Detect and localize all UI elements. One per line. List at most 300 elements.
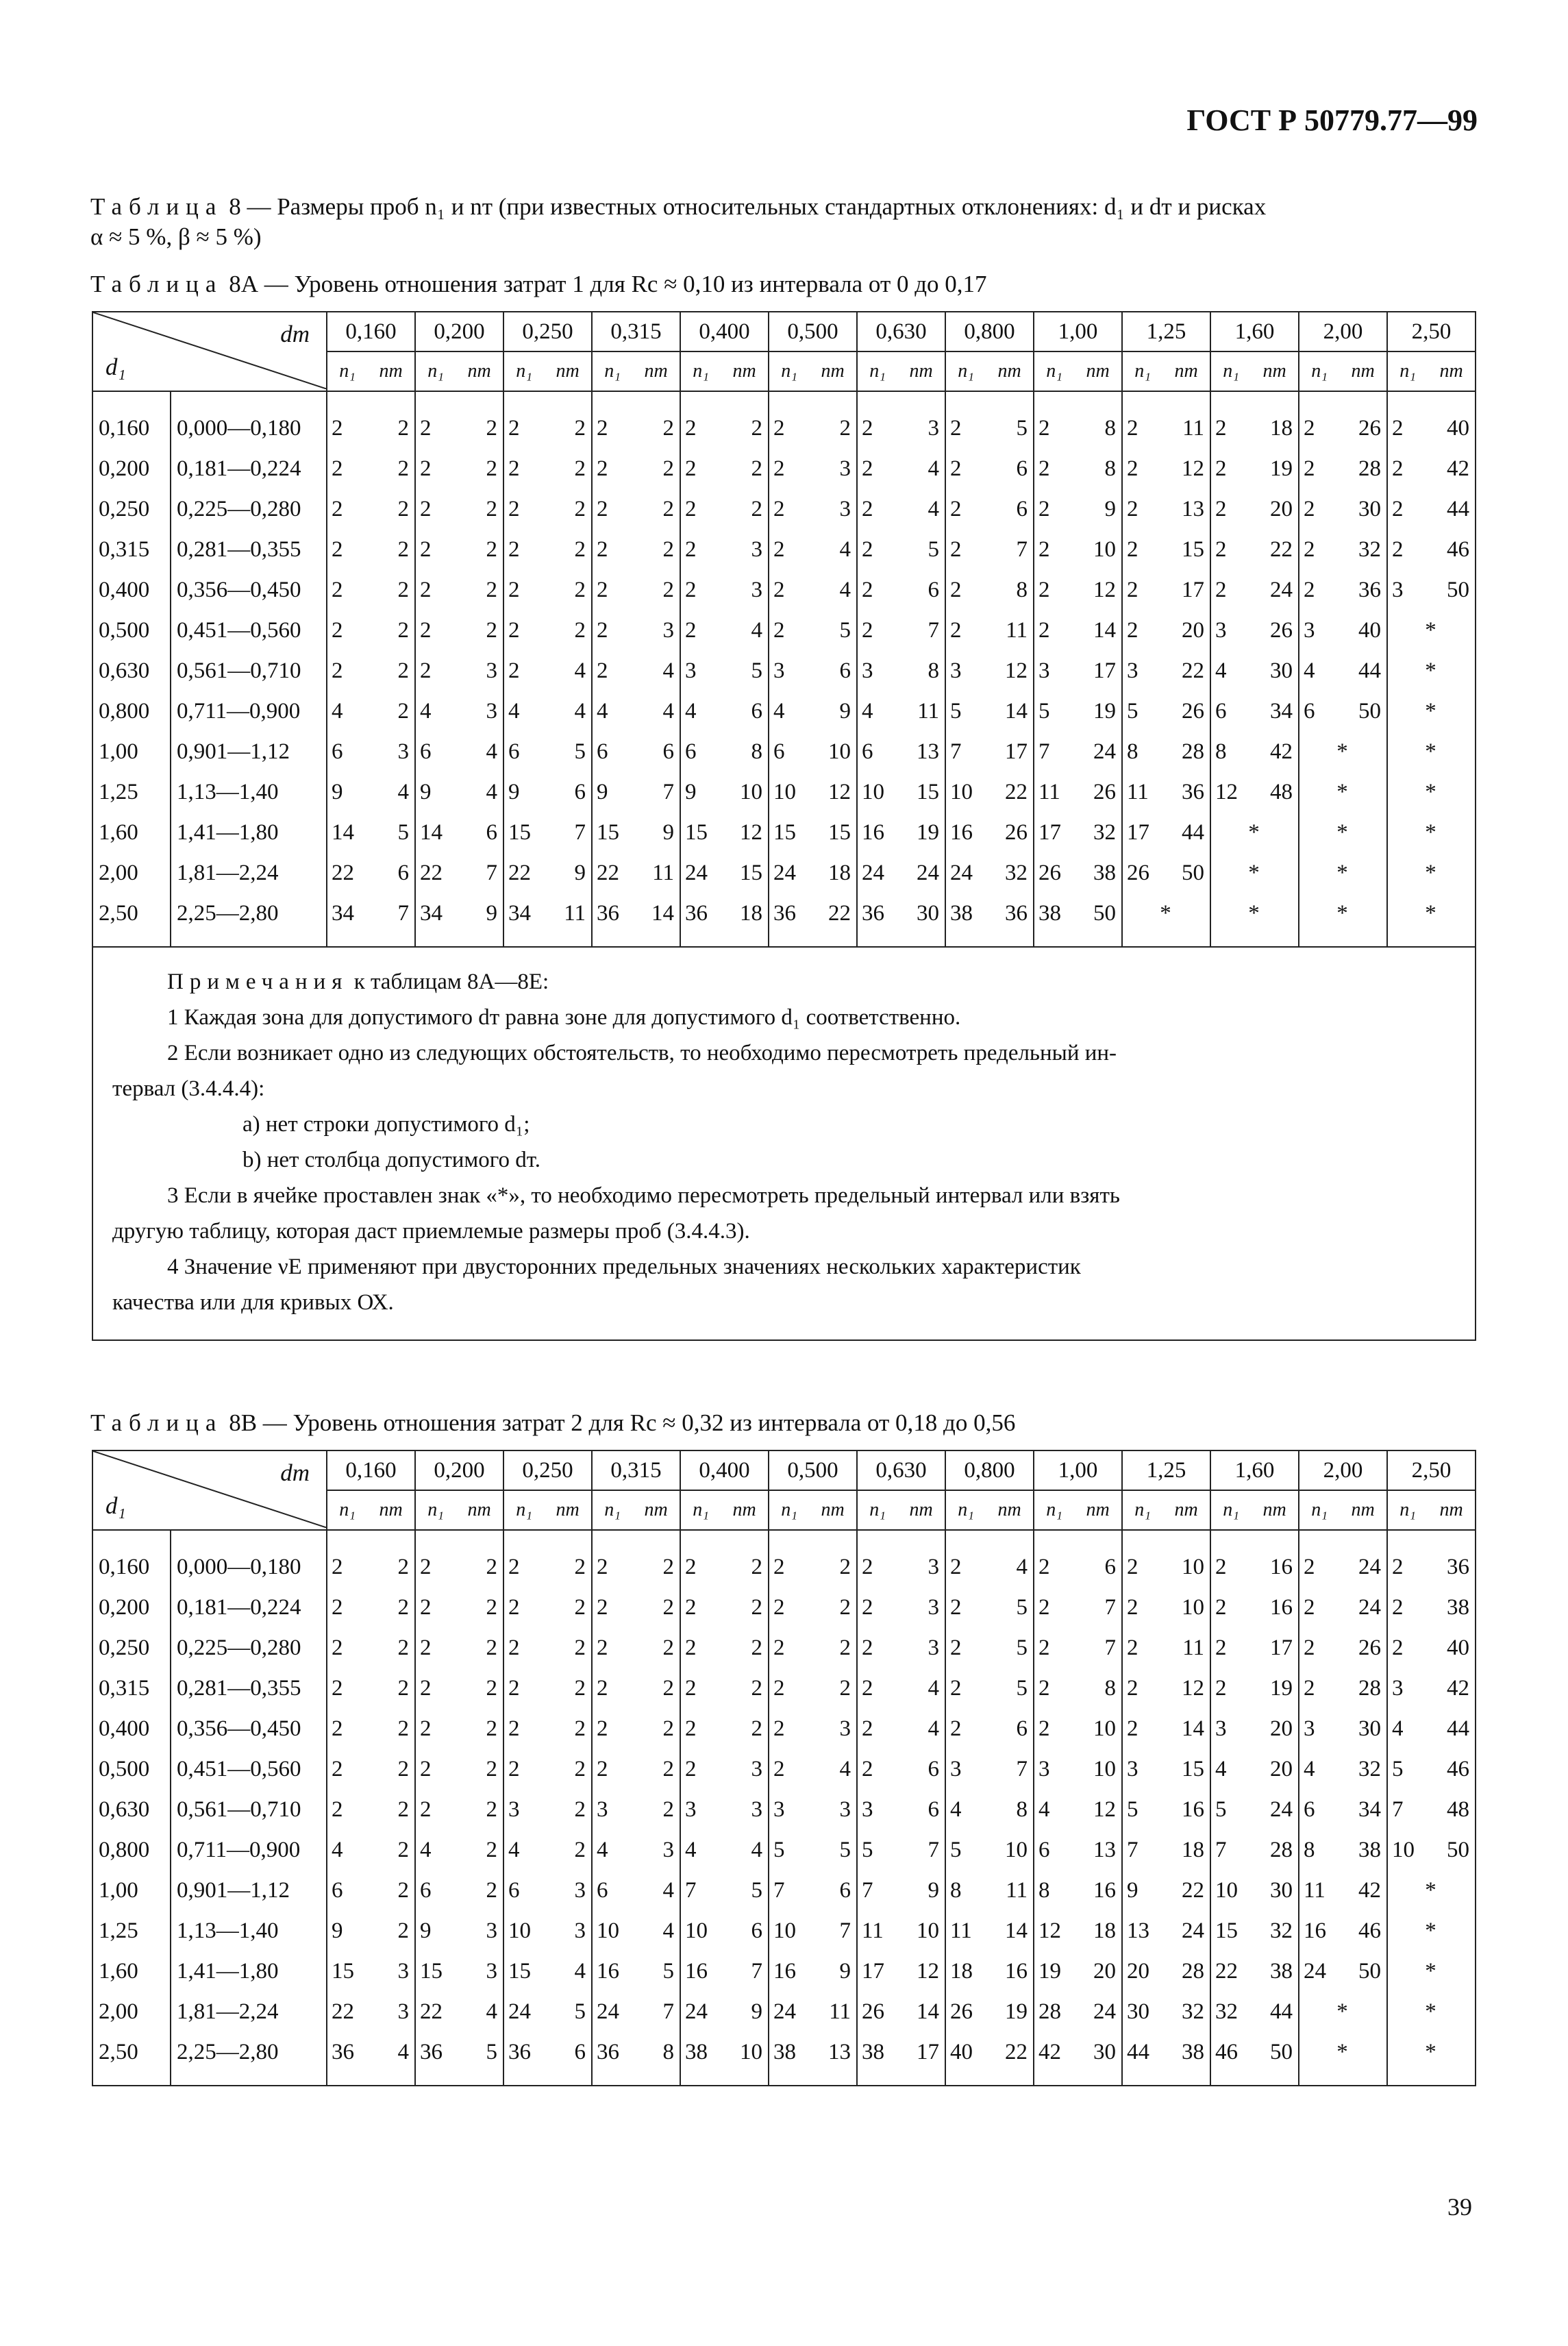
table-cell [946,449,1033,489]
column-header [592,1450,680,1530]
n1-value: 10 [508,1918,531,1943]
column-header [1210,1450,1299,1530]
nt-value: 17 [1270,1635,1293,1660]
nt-value: 15 [828,820,851,845]
n1-value: 2 [862,1757,873,1781]
n1-value: 2 [508,578,520,602]
nt-value: 4 [662,1918,674,1943]
n1-value: 24 [1304,1959,1326,1984]
nt-value: 9 [751,1999,762,2024]
body-row [92,1530,1476,2086]
interval-value: 0,000—0,180 [177,1555,301,1579]
table-cell [769,408,856,449]
n1-value: 13 [1127,1918,1149,1943]
table-cell [504,449,591,489]
n1-value: 2 [420,456,432,481]
nt-value: 2 [574,618,586,643]
column-value: 2,00 [1299,1451,1386,1491]
nt-value: 13 [917,739,939,764]
table-cell [1388,1830,1475,1870]
n1-value: 5 [1038,699,1050,724]
column-value: 2,50 [1388,312,1475,352]
nt-value: 9 [928,1878,939,1903]
n1-value: 2 [597,416,608,441]
nt-value: 3 [928,1635,939,1660]
nt-value: 8 [751,739,762,764]
table-cell [327,1709,414,1749]
n1-value: 2 [508,1676,520,1701]
table-cell [769,1992,856,2032]
n1-value: 11 [1127,780,1149,804]
table-cell [946,1709,1033,1749]
nt-value: 15 [1182,1757,1204,1781]
table-cell [858,1547,945,1588]
column-header [769,312,857,391]
n1-value: 2 [597,537,608,562]
star-cell: * [1336,2040,1348,2064]
n1-value: 16 [950,820,973,845]
table-cell [1034,1628,1121,1668]
caption-word: Таблица [90,193,223,220]
nt-value: 2 [574,537,586,562]
table-cell [681,1547,768,1588]
n1-value: 2 [1038,1595,1050,1620]
nt-value: 42 [1358,1878,1381,1903]
column-header [857,312,945,391]
nt-value: 17 [1182,578,1204,602]
n1-value: 2 [332,1676,343,1701]
column-value: 0,400 [681,312,768,352]
n1-label: n₁ [516,1499,532,1520]
interval-value: 0,451—0,560 [177,1757,301,1781]
n1-value: 2 [862,1676,873,1701]
table-cell [1299,489,1386,530]
data-column [680,391,769,947]
n1-value: 15 [773,820,796,845]
nt-value: 16 [1182,1797,1204,1822]
n1-value: 46 [1215,2040,1238,2064]
nt-value: 30 [1270,1878,1293,1903]
data-column [1210,391,1299,947]
table-cell [504,732,591,772]
n1-value: 2 [420,497,432,521]
n1-value: 2 [773,618,785,643]
n1-value: 4 [1304,1757,1315,1781]
column-header [503,1450,592,1530]
n1-value: 17 [1038,820,1061,845]
column-header [1210,312,1299,391]
column-subheader [1123,352,1210,391]
n1-value: 2 [1304,578,1315,602]
n1-value: 2 [1215,537,1227,562]
table-cell [769,651,856,691]
nt-value: 38 [1182,2040,1204,2064]
data-column [945,1530,1034,2086]
n1-value: 2 [685,1676,697,1701]
n1-value: 14 [332,820,354,845]
n1-value: 2 [950,578,962,602]
n1-value: 2 [773,497,785,521]
n1-value: 2 [685,1635,697,1660]
caption-text: 8В — Уровень отношения затрат 2 для Rс ≈ 0,32 из интервала от 0,18 до 0,56 [229,1409,1016,1436]
n1-value: 2 [508,1716,520,1741]
nt-value: 5 [574,739,586,764]
nt-value: 4 [751,1838,762,1862]
table-cell [593,408,680,449]
column-subheader [416,352,503,391]
n1-value: 10 [1392,1838,1415,1862]
n1-value: 2 [685,456,697,481]
column-value: 1,60 [1211,1451,1298,1491]
table-cell [681,1870,768,1911]
nt-value: 7 [839,1918,851,1943]
table-cell [1211,651,1298,691]
nt-value: 40 [1358,618,1381,643]
interval-value: 0,225—0,280 [177,1635,301,1660]
nt-value: 32 [1358,537,1381,562]
n1-value: 5 [1215,1797,1227,1822]
table-cell [1123,610,1210,651]
header-row [92,1450,1476,1530]
nt-value: 10 [917,1918,939,1943]
n1-value: 15 [420,1959,443,1984]
table-cell [504,813,591,853]
n1-value: 2 [332,578,343,602]
table-cell [416,1668,503,1709]
n1-value: 2 [1127,1716,1138,1741]
nt-value: 2 [574,1635,586,1660]
nt-value: 36 [1182,780,1204,804]
nt-value: 2 [486,1757,497,1781]
nt-value: 46 [1358,1918,1381,1943]
n1-value: 2 [1215,578,1227,602]
corner-cell [92,312,327,391]
nt-value: 5 [1016,416,1028,441]
n1-value: 3 [1304,618,1315,643]
nt-value: 3 [662,1838,674,1862]
interval-value: 1,13—1,40 [177,1918,279,1943]
star-cell: * [1248,861,1260,885]
star-cell: * [1425,1878,1436,1903]
nt-label: nт [909,360,933,382]
table-cell [1299,610,1386,651]
nt-value: 2 [662,1555,674,1579]
n1-value: 36 [685,901,708,926]
nt-value: 2 [397,497,409,521]
nt-value: 40 [1447,416,1469,441]
nt-label: nт [732,1499,756,1520]
table-cell [416,772,503,813]
column-subheader [1034,352,1121,391]
nt-value: 15 [917,780,939,804]
nt-value: 24 [1270,578,1293,602]
table-cell [416,1790,503,1830]
nt-value: 2 [486,1716,497,1741]
column-value: 0,800 [946,312,1033,352]
table-cell [593,651,680,691]
column-header [327,312,415,391]
n1-value: 3 [950,658,962,683]
n1-value: 2 [508,537,520,562]
nt-value: 12 [1182,1676,1204,1701]
table-cell [1034,1709,1121,1749]
d-value: 0,630 [99,658,150,683]
n1-value: 2 [773,1757,785,1781]
n1-value: 2 [862,1555,873,1579]
column-subheader [681,352,768,391]
nt-value: 22 [1182,658,1204,683]
table-cell [593,1830,680,1870]
table-cell [1299,1588,1386,1628]
n1-value: 28 [1038,1999,1061,2024]
table-cell [593,1668,680,1709]
table-cell [858,732,945,772]
nt-label: nт [379,360,403,382]
d-value: 2,00 [99,861,138,885]
table-cell [1034,893,1121,934]
table-cell [327,772,414,813]
star-cell: * [1336,780,1348,804]
table-cell [504,570,591,610]
table-cell [1211,530,1298,570]
nt-value: 12 [1005,658,1028,683]
nt-value: 2 [574,1555,586,1579]
nt-value: 10 [1182,1555,1204,1579]
table-cell [504,853,591,893]
n1-value: 16 [862,820,884,845]
d-value: 0,250 [99,497,150,521]
table-cell [1123,449,1210,489]
nt-value: 32 [1182,1999,1204,2024]
column-value: 0,500 [769,1451,856,1491]
table-cell [416,1588,503,1628]
nt-value: 20 [1270,1716,1293,1741]
data-column [1210,1530,1299,2086]
n1-value: 12 [1038,1918,1061,1943]
n1-value: 24 [597,1999,619,2024]
interval-value: 1,41—1,80 [177,820,279,845]
n1-value: 3 [773,1797,785,1822]
interval-value: 0,561—0,710 [177,658,301,683]
table-cell [1299,1830,1386,1870]
nt-value: 2 [662,578,674,602]
n1-value: 2 [1215,1555,1227,1579]
n1-label: n₁ [339,1499,356,1520]
nt-value: 24 [1270,1797,1293,1822]
star-cell: * [1336,901,1348,926]
column-subheader [1388,352,1475,391]
table-cell [504,651,591,691]
table-cell [858,1668,945,1709]
nt-value: 42 [1447,456,1469,481]
star-cell: * [1425,780,1436,804]
table-cell [1123,489,1210,530]
table-cell [681,1588,768,1628]
nt-value: 46 [1447,1757,1469,1781]
n1-value: 3 [862,1797,873,1822]
n1-value: 6 [332,739,343,764]
interval-value: 0,711—0,900 [177,699,301,724]
table-cell [1211,772,1298,813]
table-cell [946,1588,1033,1628]
table-cell [327,1830,414,1870]
n1-value: 8 [1215,739,1227,764]
nt-value: 7 [928,618,939,643]
table-cell [858,530,945,570]
nt-value: 2 [662,1676,674,1701]
n1-value: 3 [1215,618,1227,643]
table-cell [327,1870,414,1911]
n1-value: 2 [420,1797,432,1822]
n1-value: 2 [597,1555,608,1579]
nt-value: 3 [574,1878,586,1903]
table-cell [416,1709,503,1749]
table-cell [1299,570,1386,610]
caption-word: Таблица [90,271,223,297]
table-cell [593,1951,680,1992]
table-cell [1034,1749,1121,1790]
n1-value: 2 [862,1595,873,1620]
n1-value: 11 [1038,780,1060,804]
n1-value: 22 [597,861,619,885]
n1-value: 7 [1127,1838,1138,1862]
data-column [592,391,680,947]
nt-value: 8 [1104,1676,1116,1701]
data-column [592,1530,680,2086]
nt-value: 2 [751,1676,762,1701]
star-cell: * [1336,739,1348,764]
column-subheader [1211,352,1298,391]
nt-value: 2 [839,1595,851,1620]
n1-value: 2 [1215,416,1227,441]
d-value: 2,50 [99,901,138,926]
n1-value: 34 [420,901,443,926]
n1-value: 6 [685,739,697,764]
column-value: 0,250 [504,1451,591,1491]
nt-value: 2 [397,1555,409,1579]
nt-value: 38 [1270,1959,1293,1984]
column-subheader [858,352,945,391]
table-cell [1123,813,1210,853]
nt-value: 19 [1093,699,1116,724]
n1-value: 3 [1392,1676,1404,1701]
column-subheader [769,352,856,391]
nt-value: 3 [486,1959,497,1984]
nt-value: 2 [574,456,586,481]
data-column [1299,391,1387,947]
nt-value: 6 [928,578,939,602]
table-cell [1299,691,1386,732]
nt-value: 3 [397,739,409,764]
nt-value: 18 [1182,1838,1204,1862]
n1-value: 9 [332,1918,343,1943]
document-header: ГОСТ Р 50779.77—99 [1186,103,1478,137]
table-cell [593,732,680,772]
interval-value: 2,25—2,80 [177,901,279,926]
d-column [92,391,171,947]
table-cell [858,1830,945,1870]
notes-row [92,947,1476,1340]
table-cell [327,893,414,934]
table-cell [593,813,680,853]
column-value: 0,800 [946,1451,1033,1491]
table-cell [769,610,856,651]
n1-value: 2 [685,1757,697,1781]
table-cell [416,1951,503,1992]
star-cell: * [1425,1918,1436,1943]
n1-value: 7 [685,1878,697,1903]
n1-value: 2 [508,1555,520,1579]
nt-value: 2 [486,1635,497,1660]
n1-value: 2 [1392,497,1404,521]
nt-value: 4 [397,2040,409,2064]
nt-value: 12 [828,780,851,804]
table-cell [1034,408,1121,449]
n1-value: 2 [1127,1635,1138,1660]
n1-value: 9 [685,780,697,804]
n1-value: 2 [950,456,962,481]
nt-value: 3 [928,1595,939,1620]
table-cell [858,1870,945,1911]
table-cell [1211,1749,1298,1790]
nt-value: 2 [839,1676,851,1701]
n1-label: n₁ [958,360,974,382]
n1-value: 2 [862,618,873,643]
table-cell [1299,1790,1386,1830]
column-header [1034,312,1122,391]
n1-value: 10 [1215,1878,1238,1903]
nt-value: 16 [1270,1595,1293,1620]
nt-label: nт [1086,1499,1110,1520]
table-cell [946,1911,1033,1951]
table-cell [769,1628,856,1668]
table-cell [1123,408,1210,449]
dt-label: dт [280,321,310,347]
nt-value: 26 [1358,1635,1381,1660]
n1-value: 14 [420,820,443,845]
d-column [92,1530,171,2086]
n1-value: 2 [1127,578,1138,602]
n1-value: 2 [1038,416,1050,441]
n1-value: 2 [332,416,343,441]
n1-value: 2 [685,618,697,643]
table-cell [946,1547,1033,1588]
table-cell [769,732,856,772]
nt-value: 6 [1016,497,1028,521]
data-column [1122,1530,1210,2086]
interval-value: 0,281—0,355 [177,537,301,562]
column-header [769,1450,857,1530]
column-value: 0,630 [858,312,945,352]
nt-value: 50 [1093,901,1116,926]
column-header [1299,1450,1387,1530]
table-cell [593,449,680,489]
d-value: 1,00 [99,739,138,764]
n1-value: 22 [420,1999,443,2024]
table-cell [1034,1588,1121,1628]
table-cell [681,570,768,610]
table-cell [946,813,1033,853]
nt-value: 24 [1358,1595,1381,1620]
nt-value: 40 [1447,1635,1469,1660]
table-cell [858,1951,945,1992]
nt-value: 2 [397,1595,409,1620]
table-cell [1034,570,1121,610]
n1-value: 6 [420,1878,432,1903]
n1-value: 6 [420,739,432,764]
n1-value: 7 [862,1878,873,1903]
nt-value: 11 [1182,416,1204,441]
